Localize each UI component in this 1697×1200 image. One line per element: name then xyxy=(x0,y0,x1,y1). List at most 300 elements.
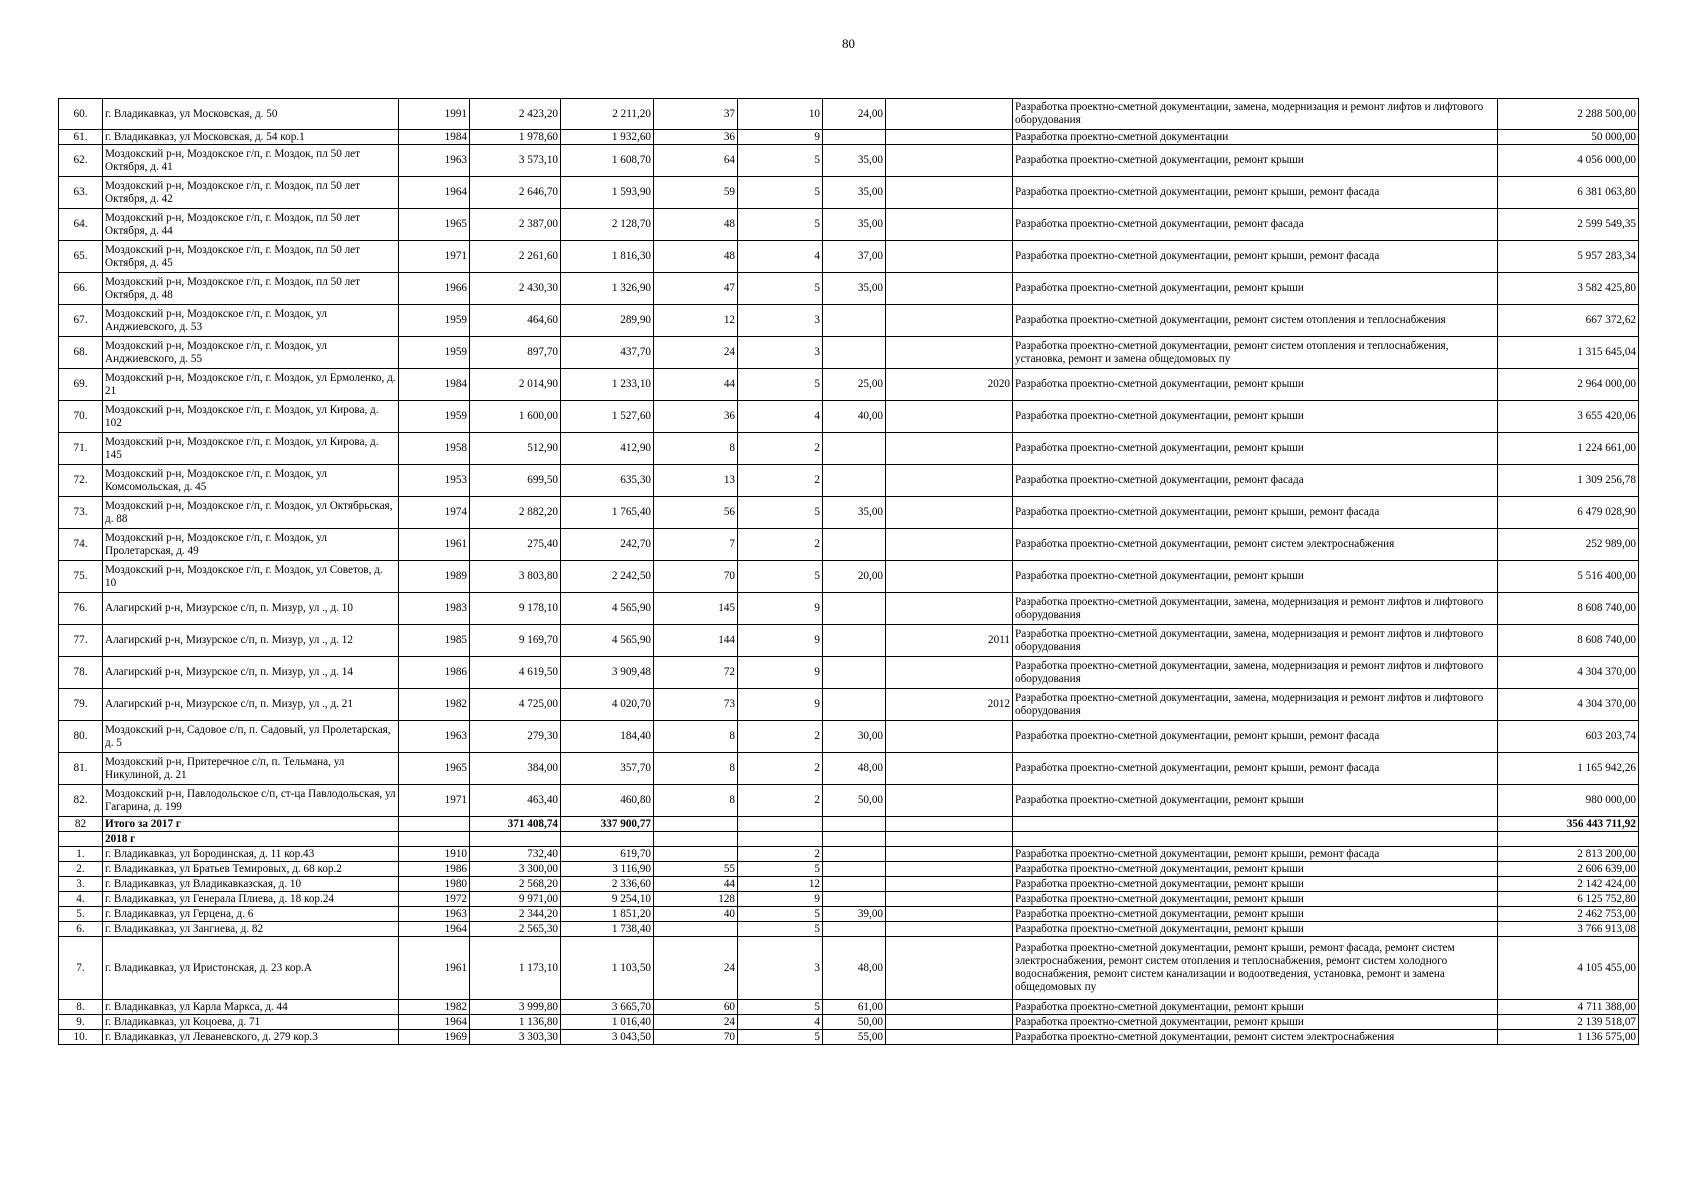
works-cell: Разработка проектно-сметной документации, ремонт крыши xyxy=(1013,892,1498,907)
build-year-cell: 1959 xyxy=(399,305,470,337)
total-area-cell: 9 178,10 xyxy=(470,593,561,625)
wear-percent-cell xyxy=(823,817,886,832)
row-number: 71. xyxy=(59,433,103,465)
residents-cell: 8 xyxy=(654,753,738,785)
total-area-cell: 2 344,20 xyxy=(470,907,561,922)
floors-cell xyxy=(738,817,823,832)
living-area-cell: 4 565,90 xyxy=(561,593,654,625)
wear-percent-cell xyxy=(823,862,886,877)
build-year-cell: 1959 xyxy=(399,337,470,369)
address-cell: г. Владикавказ, ул Герцена, д. 6 xyxy=(103,907,399,922)
cost-cell: 5 516 400,00 xyxy=(1498,561,1639,593)
cost-cell: 603 203,74 xyxy=(1498,721,1639,753)
build-year-cell: 1989 xyxy=(399,561,470,593)
last-repair-year-cell xyxy=(886,832,1013,847)
row-number: 76. xyxy=(59,593,103,625)
residents-cell: 72 xyxy=(654,657,738,689)
row-number: 63. xyxy=(59,177,103,209)
cost-cell: 8 608 740,00 xyxy=(1498,625,1639,657)
address-cell: Моздокский р-н, Моздокское г/п, г. Моздок, пл 50 лет Октября, д. 42 xyxy=(103,177,399,209)
row-number: 65. xyxy=(59,241,103,273)
living-area-cell: 1 765,40 xyxy=(561,497,654,529)
floors-cell: 4 xyxy=(738,1015,823,1030)
total-area-cell: 2 646,70 xyxy=(470,177,561,209)
cost-cell xyxy=(1498,832,1639,847)
works-cell xyxy=(1013,817,1498,832)
table-row xyxy=(59,753,1639,785)
living-area-cell: 635,30 xyxy=(561,465,654,497)
build-year-cell: 1982 xyxy=(399,1000,470,1015)
table-row xyxy=(59,145,1639,177)
build-year-cell: 1963 xyxy=(399,907,470,922)
cost-cell: 50 000,00 xyxy=(1498,130,1639,145)
wear-percent-cell: 24,00 xyxy=(823,99,886,130)
row-number: 67. xyxy=(59,305,103,337)
address-cell: Моздокский р-н, Моздокское г/п, г. Моздок, ул Анджиевского, д. 55 xyxy=(103,337,399,369)
last-repair-year-cell: 2011 xyxy=(886,625,1013,657)
wear-percent-cell: 39,00 xyxy=(823,907,886,922)
last-repair-year-cell xyxy=(886,847,1013,862)
row-number: 69. xyxy=(59,369,103,401)
wear-percent-cell xyxy=(823,892,886,907)
total-area-cell: 4 725,00 xyxy=(470,689,561,721)
works-cell: Разработка проектно-сметной документации, ремонт крыши xyxy=(1013,369,1498,401)
cost-cell: 2 142 424,00 xyxy=(1498,877,1639,892)
total-area-cell: 512,90 xyxy=(470,433,561,465)
wear-percent-cell xyxy=(823,657,886,689)
last-repair-year-cell xyxy=(886,305,1013,337)
cost-cell: 980 000,00 xyxy=(1498,785,1639,817)
works-cell: Разработка проектно-сметной документации, замена, модернизация и ремонт лифтов и лифтового оборудования xyxy=(1013,593,1498,625)
wear-percent-cell xyxy=(823,689,886,721)
last-repair-year-cell xyxy=(886,273,1013,305)
table-row xyxy=(59,1030,1639,1045)
total-area-cell: 463,40 xyxy=(470,785,561,817)
floors-cell: 9 xyxy=(738,657,823,689)
address-cell: г. Владикавказ, ул Московская, д. 50 xyxy=(103,99,399,130)
address-cell: Алагирский р-н, Мизурское с/п, п. Мизур, ул ., д. 14 xyxy=(103,657,399,689)
address-cell: Моздокский р-н, Павлодольское с/п, ст-ца Павлодольская, ул Гагарина, д. 199 xyxy=(103,785,399,817)
residents-cell: 44 xyxy=(654,369,738,401)
last-repair-year-cell xyxy=(886,892,1013,907)
address-cell: Моздокский р-н, Моздокское г/п, г. Моздок, пл 50 лет Октября, д. 41 xyxy=(103,145,399,177)
table-row xyxy=(59,209,1639,241)
wear-percent-cell: 61,00 xyxy=(823,1000,886,1015)
works-cell: Разработка проектно-сметной документации, ремонт фасада xyxy=(1013,465,1498,497)
total-area-cell: 2 261,60 xyxy=(470,241,561,273)
address-cell: г. Владикавказ, ул Карла Маркса, д. 44 xyxy=(103,1000,399,1015)
row-number: 7. xyxy=(59,937,103,1000)
wear-percent-cell: 48,00 xyxy=(823,937,886,1000)
total-area-cell: 464,60 xyxy=(470,305,561,337)
wear-percent-cell: 50,00 xyxy=(823,1015,886,1030)
table-row xyxy=(59,937,1639,1000)
build-year-cell: 1991 xyxy=(399,99,470,130)
build-year-cell: 1964 xyxy=(399,922,470,937)
living-area-cell: 2 336,60 xyxy=(561,877,654,892)
last-repair-year-cell xyxy=(886,922,1013,937)
total-area-cell: 275,40 xyxy=(470,529,561,561)
row-number: 75. xyxy=(59,561,103,593)
floors-cell: 5 xyxy=(738,907,823,922)
last-repair-year-cell xyxy=(886,337,1013,369)
page-number: 80 xyxy=(842,36,855,51)
build-year-cell: 1963 xyxy=(399,721,470,753)
living-area-cell: 460,80 xyxy=(561,785,654,817)
row-number xyxy=(59,832,103,847)
residents-cell: 70 xyxy=(654,561,738,593)
address-cell: Моздокский р-н, Моздокское г/п, г. Моздок, пл 50 лет Октября, д. 48 xyxy=(103,273,399,305)
wear-percent-cell xyxy=(823,130,886,145)
build-year-cell: 1984 xyxy=(399,130,470,145)
residents-cell: 12 xyxy=(654,305,738,337)
build-year-cell: 1961 xyxy=(399,937,470,1000)
residents-cell: 55 xyxy=(654,862,738,877)
build-year-cell: 1959 xyxy=(399,401,470,433)
living-area-cell: 1 233,10 xyxy=(561,369,654,401)
cost-cell: 6 479 028,90 xyxy=(1498,497,1639,529)
table-row xyxy=(59,561,1639,593)
residents-cell: 70 xyxy=(654,1030,738,1045)
floors-cell: 9 xyxy=(738,130,823,145)
total-area-cell: 1 978,60 xyxy=(470,130,561,145)
wear-percent-cell xyxy=(823,832,886,847)
total-area-cell: 9 971,00 xyxy=(470,892,561,907)
floors-cell: 2 xyxy=(738,785,823,817)
living-area-cell: 2 211,20 xyxy=(561,99,654,130)
works-cell: Разработка проектно-сметной документации, ремонт крыши, ремонт фасада xyxy=(1013,241,1498,273)
works-cell: Разработка проектно-сметной документации, ремонт крыши xyxy=(1013,561,1498,593)
row-number: 77. xyxy=(59,625,103,657)
build-year-cell: 1971 xyxy=(399,241,470,273)
total-row xyxy=(59,817,1639,832)
build-year-cell: 1965 xyxy=(399,209,470,241)
residents-cell: 60 xyxy=(654,1000,738,1015)
wear-percent-cell xyxy=(823,465,886,497)
residents-cell xyxy=(654,847,738,862)
build-year-cell: 1972 xyxy=(399,892,470,907)
floors-cell: 2 xyxy=(738,721,823,753)
year-header-row xyxy=(59,832,1639,847)
works-cell: Разработка проектно-сметной документации, ремонт крыши, ремонт фасада xyxy=(1013,177,1498,209)
cost-cell: 1 224 661,00 xyxy=(1498,433,1639,465)
floors-cell: 5 xyxy=(738,273,823,305)
floors-cell: 5 xyxy=(738,922,823,937)
last-repair-year-cell xyxy=(886,877,1013,892)
row-number: 5. xyxy=(59,907,103,922)
last-repair-year-cell xyxy=(886,721,1013,753)
residents-cell: 64 xyxy=(654,145,738,177)
last-repair-year-cell xyxy=(886,785,1013,817)
address-cell: г. Владикавказ, ул Леваневского, д. 279 кор.3 xyxy=(103,1030,399,1045)
build-year-cell: 1965 xyxy=(399,753,470,785)
total-area-cell xyxy=(470,832,561,847)
cost-cell: 2 964 000,00 xyxy=(1498,369,1639,401)
residents-cell: 13 xyxy=(654,465,738,497)
build-year-cell: 1964 xyxy=(399,177,470,209)
wear-percent-cell xyxy=(823,847,886,862)
table-row xyxy=(59,433,1639,465)
cost-cell: 6 125 752,80 xyxy=(1498,892,1639,907)
cost-cell: 4 105 455,00 xyxy=(1498,937,1639,1000)
row-number: 3. xyxy=(59,877,103,892)
address-cell: Моздокский р-н, Моздокское г/п, г. Моздок, ул Октябрьская, д. 88 xyxy=(103,497,399,529)
residents-cell: 48 xyxy=(654,241,738,273)
address-cell: г. Владикавказ, ул Иристонская, д. 23 кор.А xyxy=(103,937,399,1000)
total-area-cell: 3 999,80 xyxy=(470,1000,561,1015)
last-repair-year-cell xyxy=(886,1000,1013,1015)
build-year-cell xyxy=(399,832,470,847)
row-number: 8. xyxy=(59,1000,103,1015)
cost-cell: 8 608 740,00 xyxy=(1498,593,1639,625)
floors-cell: 3 xyxy=(738,305,823,337)
last-repair-year-cell xyxy=(886,657,1013,689)
total-area-cell: 1 136,80 xyxy=(470,1015,561,1030)
table-row xyxy=(59,862,1639,877)
address-cell: Моздокский р-н, Моздокское г/п, г. Моздок, ул Комсомольская, д. 45 xyxy=(103,465,399,497)
wear-percent-cell: 35,00 xyxy=(823,209,886,241)
living-area-cell: 9 254,10 xyxy=(561,892,654,907)
row-number: 66. xyxy=(59,273,103,305)
cost-cell: 2 606 639,00 xyxy=(1498,862,1639,877)
row-number: 1. xyxy=(59,847,103,862)
table-row xyxy=(59,892,1639,907)
total-area-cell: 2 565,30 xyxy=(470,922,561,937)
total-area-cell: 3 300,00 xyxy=(470,862,561,877)
cost-cell: 5 957 283,34 xyxy=(1498,241,1639,273)
address-cell: г. Владикавказ, ул Бородинская, д. 11 кор.43 xyxy=(103,847,399,862)
floors-cell: 9 xyxy=(738,689,823,721)
address-cell: Моздокский р-н, Моздокское г/п, г. Моздок, ул Кирова, д. 145 xyxy=(103,433,399,465)
build-year-cell: 1964 xyxy=(399,1015,470,1030)
row-number: 6. xyxy=(59,922,103,937)
row-number: 60. xyxy=(59,99,103,130)
cost-cell: 1 136 575,00 xyxy=(1498,1030,1639,1045)
works-cell: Разработка проектно-сметной документации, ремонт крыши xyxy=(1013,907,1498,922)
floors-cell: 3 xyxy=(738,937,823,1000)
last-repair-year-cell xyxy=(886,145,1013,177)
total-area-cell: 897,70 xyxy=(470,337,561,369)
residents-cell: 48 xyxy=(654,209,738,241)
row-number: 81. xyxy=(59,753,103,785)
living-area-cell: 3 116,90 xyxy=(561,862,654,877)
works-cell: Разработка проектно-сметной документации, ремонт крыши xyxy=(1013,922,1498,937)
build-year-cell: 1961 xyxy=(399,529,470,561)
address-cell: Итого за 2017 г xyxy=(103,817,399,832)
table-body xyxy=(59,99,1639,1045)
floors-cell: 3 xyxy=(738,337,823,369)
living-area-cell: 4 565,90 xyxy=(561,625,654,657)
residents-cell xyxy=(654,817,738,832)
table-row xyxy=(59,847,1639,862)
build-year-cell: 1966 xyxy=(399,273,470,305)
table-row xyxy=(59,785,1639,817)
address-cell: Моздокский р-н, Моздокское г/п, г. Моздок, ул Ермоленко, д. 21 xyxy=(103,369,399,401)
row-number: 73. xyxy=(59,497,103,529)
row-number: 9. xyxy=(59,1015,103,1030)
row-number: 64. xyxy=(59,209,103,241)
cost-cell: 2 139 518,07 xyxy=(1498,1015,1639,1030)
residents-cell: 24 xyxy=(654,337,738,369)
row-number: 70. xyxy=(59,401,103,433)
last-repair-year-cell xyxy=(886,1015,1013,1030)
address-cell: Моздокский р-н, Моздокское г/п, г. Моздок, пл 50 лет Октября, д. 45 xyxy=(103,241,399,273)
living-area-cell: 412,90 xyxy=(561,433,654,465)
last-repair-year-cell xyxy=(886,817,1013,832)
table-row xyxy=(59,529,1639,561)
floors-cell: 5 xyxy=(738,497,823,529)
address-cell: Моздокский р-н, Моздокское г/п, г. Моздок, ул Пролетарская, д. 49 xyxy=(103,529,399,561)
total-area-cell: 732,40 xyxy=(470,847,561,862)
last-repair-year-cell xyxy=(886,241,1013,273)
table-row xyxy=(59,907,1639,922)
cost-cell: 1 309 256,78 xyxy=(1498,465,1639,497)
address-cell: Моздокский р-н, Садовое с/п, п. Садовый, ул Пролетарская, д. 5 xyxy=(103,721,399,753)
total-area-cell: 384,00 xyxy=(470,753,561,785)
build-year-cell: 1986 xyxy=(399,657,470,689)
living-area-cell: 1 593,90 xyxy=(561,177,654,209)
cost-cell: 4 056 000,00 xyxy=(1498,145,1639,177)
cost-cell: 2 813 200,00 xyxy=(1498,847,1639,862)
residents-cell: 44 xyxy=(654,877,738,892)
floors-cell: 5 xyxy=(738,177,823,209)
cost-cell: 667 372,62 xyxy=(1498,305,1639,337)
floors-cell: 5 xyxy=(738,1000,823,1015)
build-year-cell: 1958 xyxy=(399,433,470,465)
table-row xyxy=(59,625,1639,657)
residents-cell: 8 xyxy=(654,433,738,465)
wear-percent-cell: 35,00 xyxy=(823,273,886,305)
living-area-cell: 619,70 xyxy=(561,847,654,862)
total-area-cell: 9 169,70 xyxy=(470,625,561,657)
wear-percent-cell: 35,00 xyxy=(823,177,886,209)
living-area-cell: 1 608,70 xyxy=(561,145,654,177)
last-repair-year-cell xyxy=(886,593,1013,625)
table-row xyxy=(59,721,1639,753)
table-row xyxy=(59,130,1639,145)
table-row xyxy=(59,689,1639,721)
cost-cell: 1 315 645,04 xyxy=(1498,337,1639,369)
cost-cell: 4 304 370,00 xyxy=(1498,657,1639,689)
floors-cell: 10 xyxy=(738,99,823,130)
address-cell: Алагирский р-н, Мизурское с/п, п. Мизур, ул ., д. 21 xyxy=(103,689,399,721)
works-cell: Разработка проектно-сметной документации, ремонт крыши xyxy=(1013,785,1498,817)
table-row xyxy=(59,1000,1639,1015)
row-number: 79. xyxy=(59,689,103,721)
cost-cell: 252 989,00 xyxy=(1498,529,1639,561)
works-cell: Разработка проектно-сметной документации, ремонт крыши xyxy=(1013,273,1498,305)
build-year-cell xyxy=(399,817,470,832)
table-row xyxy=(59,305,1639,337)
cost-cell: 2 462 753,00 xyxy=(1498,907,1639,922)
address-cell: Моздокский р-н, Моздокское г/п, г. Моздок, пл 50 лет Октября, д. 44 xyxy=(103,209,399,241)
living-area-cell: 1 326,90 xyxy=(561,273,654,305)
wear-percent-cell xyxy=(823,433,886,465)
address-cell: Моздокский р-н, Притеречное с/п, п. Тельмана, ул Никулиной, д. 21 xyxy=(103,753,399,785)
wear-percent-cell: 55,00 xyxy=(823,1030,886,1045)
build-year-cell: 1971 xyxy=(399,785,470,817)
address-cell: г. Владикавказ, ул Владикавказская, д. 10 xyxy=(103,877,399,892)
residents-cell: 37 xyxy=(654,99,738,130)
wear-percent-cell xyxy=(823,922,886,937)
wear-percent-cell: 50,00 xyxy=(823,785,886,817)
last-repair-year-cell xyxy=(886,753,1013,785)
row-number: 80. xyxy=(59,721,103,753)
table-row xyxy=(59,465,1639,497)
floors-cell: 5 xyxy=(738,145,823,177)
table-row xyxy=(59,369,1639,401)
wear-percent-cell: 30,00 xyxy=(823,721,886,753)
last-repair-year-cell xyxy=(886,497,1013,529)
wear-percent-cell xyxy=(823,877,886,892)
residents-cell: 73 xyxy=(654,689,738,721)
wear-percent-cell xyxy=(823,305,886,337)
works-cell: Разработка проектно-сметной документации, ремонт крыши xyxy=(1013,433,1498,465)
living-area-cell: 1 738,40 xyxy=(561,922,654,937)
total-area-cell: 279,30 xyxy=(470,721,561,753)
floors-cell xyxy=(738,832,823,847)
residents-cell: 8 xyxy=(654,721,738,753)
living-area-cell: 2 242,50 xyxy=(561,561,654,593)
wear-percent-cell: 48,00 xyxy=(823,753,886,785)
works-cell: Разработка проектно-сметной документации, ремонт систем электроснабжения xyxy=(1013,529,1498,561)
row-number: 82 xyxy=(59,817,103,832)
address-cell: Алагирский р-н, Мизурское с/п, п. Мизур, ул ., д. 10 xyxy=(103,593,399,625)
residents-cell: 36 xyxy=(654,401,738,433)
table-row xyxy=(59,337,1639,369)
wear-percent-cell: 37,00 xyxy=(823,241,886,273)
total-area-cell: 3 573,10 xyxy=(470,145,561,177)
row-number: 82. xyxy=(59,785,103,817)
build-year-cell: 1963 xyxy=(399,145,470,177)
row-number: 72. xyxy=(59,465,103,497)
cost-cell: 1 165 942,26 xyxy=(1498,753,1639,785)
residents-cell: 47 xyxy=(654,273,738,305)
cost-cell: 2 288 500,00 xyxy=(1498,99,1639,130)
floors-cell: 2 xyxy=(738,433,823,465)
living-area-cell xyxy=(561,832,654,847)
floors-cell: 5 xyxy=(738,1030,823,1045)
address-cell: г. Владикавказ, ул Зангиева, д. 82 xyxy=(103,922,399,937)
works-cell: Разработка проектно-сметной документации xyxy=(1013,130,1498,145)
repair-program-table xyxy=(58,98,1639,1045)
total-area-cell: 1 173,10 xyxy=(470,937,561,1000)
works-cell: Разработка проектно-сметной документации, ремонт систем электроснабжения xyxy=(1013,1030,1498,1045)
table-row xyxy=(59,1015,1639,1030)
build-year-cell: 1953 xyxy=(399,465,470,497)
living-area-cell: 1 527,60 xyxy=(561,401,654,433)
works-cell: Разработка проектно-сметной документации, ремонт крыши, ремонт фасада xyxy=(1013,721,1498,753)
wear-percent-cell xyxy=(823,625,886,657)
row-number: 62. xyxy=(59,145,103,177)
total-area-cell: 699,50 xyxy=(470,465,561,497)
living-area-cell: 3 043,50 xyxy=(561,1030,654,1045)
living-area-cell: 1 851,20 xyxy=(561,907,654,922)
table-row xyxy=(59,593,1639,625)
table-row xyxy=(59,497,1639,529)
works-cell: Разработка проектно-сметной документации, ремонт крыши xyxy=(1013,862,1498,877)
living-area-cell: 242,70 xyxy=(561,529,654,561)
residents-cell: 40 xyxy=(654,907,738,922)
row-number: 68. xyxy=(59,337,103,369)
total-area-cell: 2 387,00 xyxy=(470,209,561,241)
works-cell: Разработка проектно-сметной документации, замена, модернизация и ремонт лифтов и лифтового оборудования xyxy=(1013,657,1498,689)
cost-cell: 4 304 370,00 xyxy=(1498,689,1639,721)
residents-cell: 36 xyxy=(654,130,738,145)
residents-cell: 56 xyxy=(654,497,738,529)
cost-cell: 356 443 711,92 xyxy=(1498,817,1639,832)
works-cell: Разработка проектно-сметной документации, ремонт крыши xyxy=(1013,877,1498,892)
